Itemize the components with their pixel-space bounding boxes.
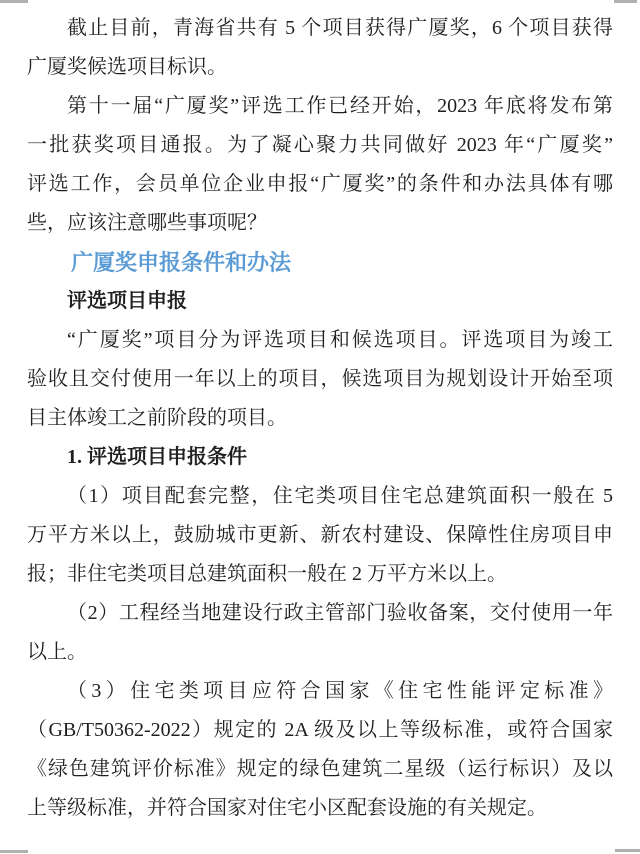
page-corner-mark-bottom-right xyxy=(615,849,640,852)
text-line: 些，应该注意哪些事项呢？ xyxy=(27,212,267,234)
text-line: （GB/T50362-2022）规定的 2A 级及以上等级标准，或符合国家 xyxy=(27,719,613,741)
text-line: （1）项目配套完整，住宅类项目住宅总建筑面积一般在 5 xyxy=(67,485,613,507)
text-line: 目主体竣工之前阶段的项目。 xyxy=(27,407,287,429)
text-line: 《绿色建筑评价标准》规定的绿色建筑二星级（运行标识）及以 xyxy=(27,758,613,780)
text-line: 一批获奖项目通报。为了凝心聚力共同做好 2023 年“广厦奖” xyxy=(27,134,613,156)
page-corner-mark-bottom-left xyxy=(0,850,28,853)
text-line: 万平方米以上，鼓励城市更新、新农村建设、保障性住房项目申 xyxy=(27,524,613,546)
para-project-categories xyxy=(27,321,613,438)
para-condition-3 xyxy=(27,672,613,828)
document-body xyxy=(27,9,613,828)
text-line: 评选项目申报 xyxy=(67,290,187,312)
text-line: 评选工作，会员单位企业申报“广厦奖”的条件和办法具体有哪 xyxy=(27,173,613,195)
heading-selection-project-conditions xyxy=(27,438,613,477)
para-eleventh-selection-start xyxy=(27,87,613,243)
page-corner-mark-top-left xyxy=(0,0,28,3)
text-line: （2）工程经当地建设行政主管部门验收备案，交付使用一年 xyxy=(67,602,613,624)
text-line: 报；非住宅类项目总建筑面积一般在 2 万平方米以上。 xyxy=(27,563,507,585)
text-line: 以上。 xyxy=(27,641,87,663)
text-line: （3）住宅类项目应符合国家《住宅性能评定标准》 xyxy=(67,680,613,702)
text-line: 广厦奖申报条件和办法 xyxy=(71,250,292,275)
para-condition-2 xyxy=(27,594,613,672)
text-line: 第十一届“广厦奖”评选工作已经开始，2023 年底将发布第 xyxy=(67,95,613,117)
text-line: “广厦奖”项目分为评选项目和候选项目。评选项目为竣工 xyxy=(67,329,613,351)
text-line: 1. 评选项目申报条件 xyxy=(67,446,247,468)
heading-application-conditions-and-methods xyxy=(27,243,613,282)
text-line: 截止目前，青海省共有 5 个项目获得广厦奖，6 个项目获得 xyxy=(67,17,613,39)
para-condition-1 xyxy=(27,477,613,594)
para-intro-awards-count xyxy=(27,9,613,87)
page-corner-mark-top-right xyxy=(614,0,637,3)
text-line: 验收且交付使用一年以上的项目，候选项目为规划设计开始至项 xyxy=(27,368,613,390)
text-line: 上等级标准，并符合国家对住宅小区配套设施的有关规定。 xyxy=(27,797,547,819)
heading-selection-project-application xyxy=(27,282,613,321)
text-line: 广厦奖候选项目标识。 xyxy=(27,56,227,78)
